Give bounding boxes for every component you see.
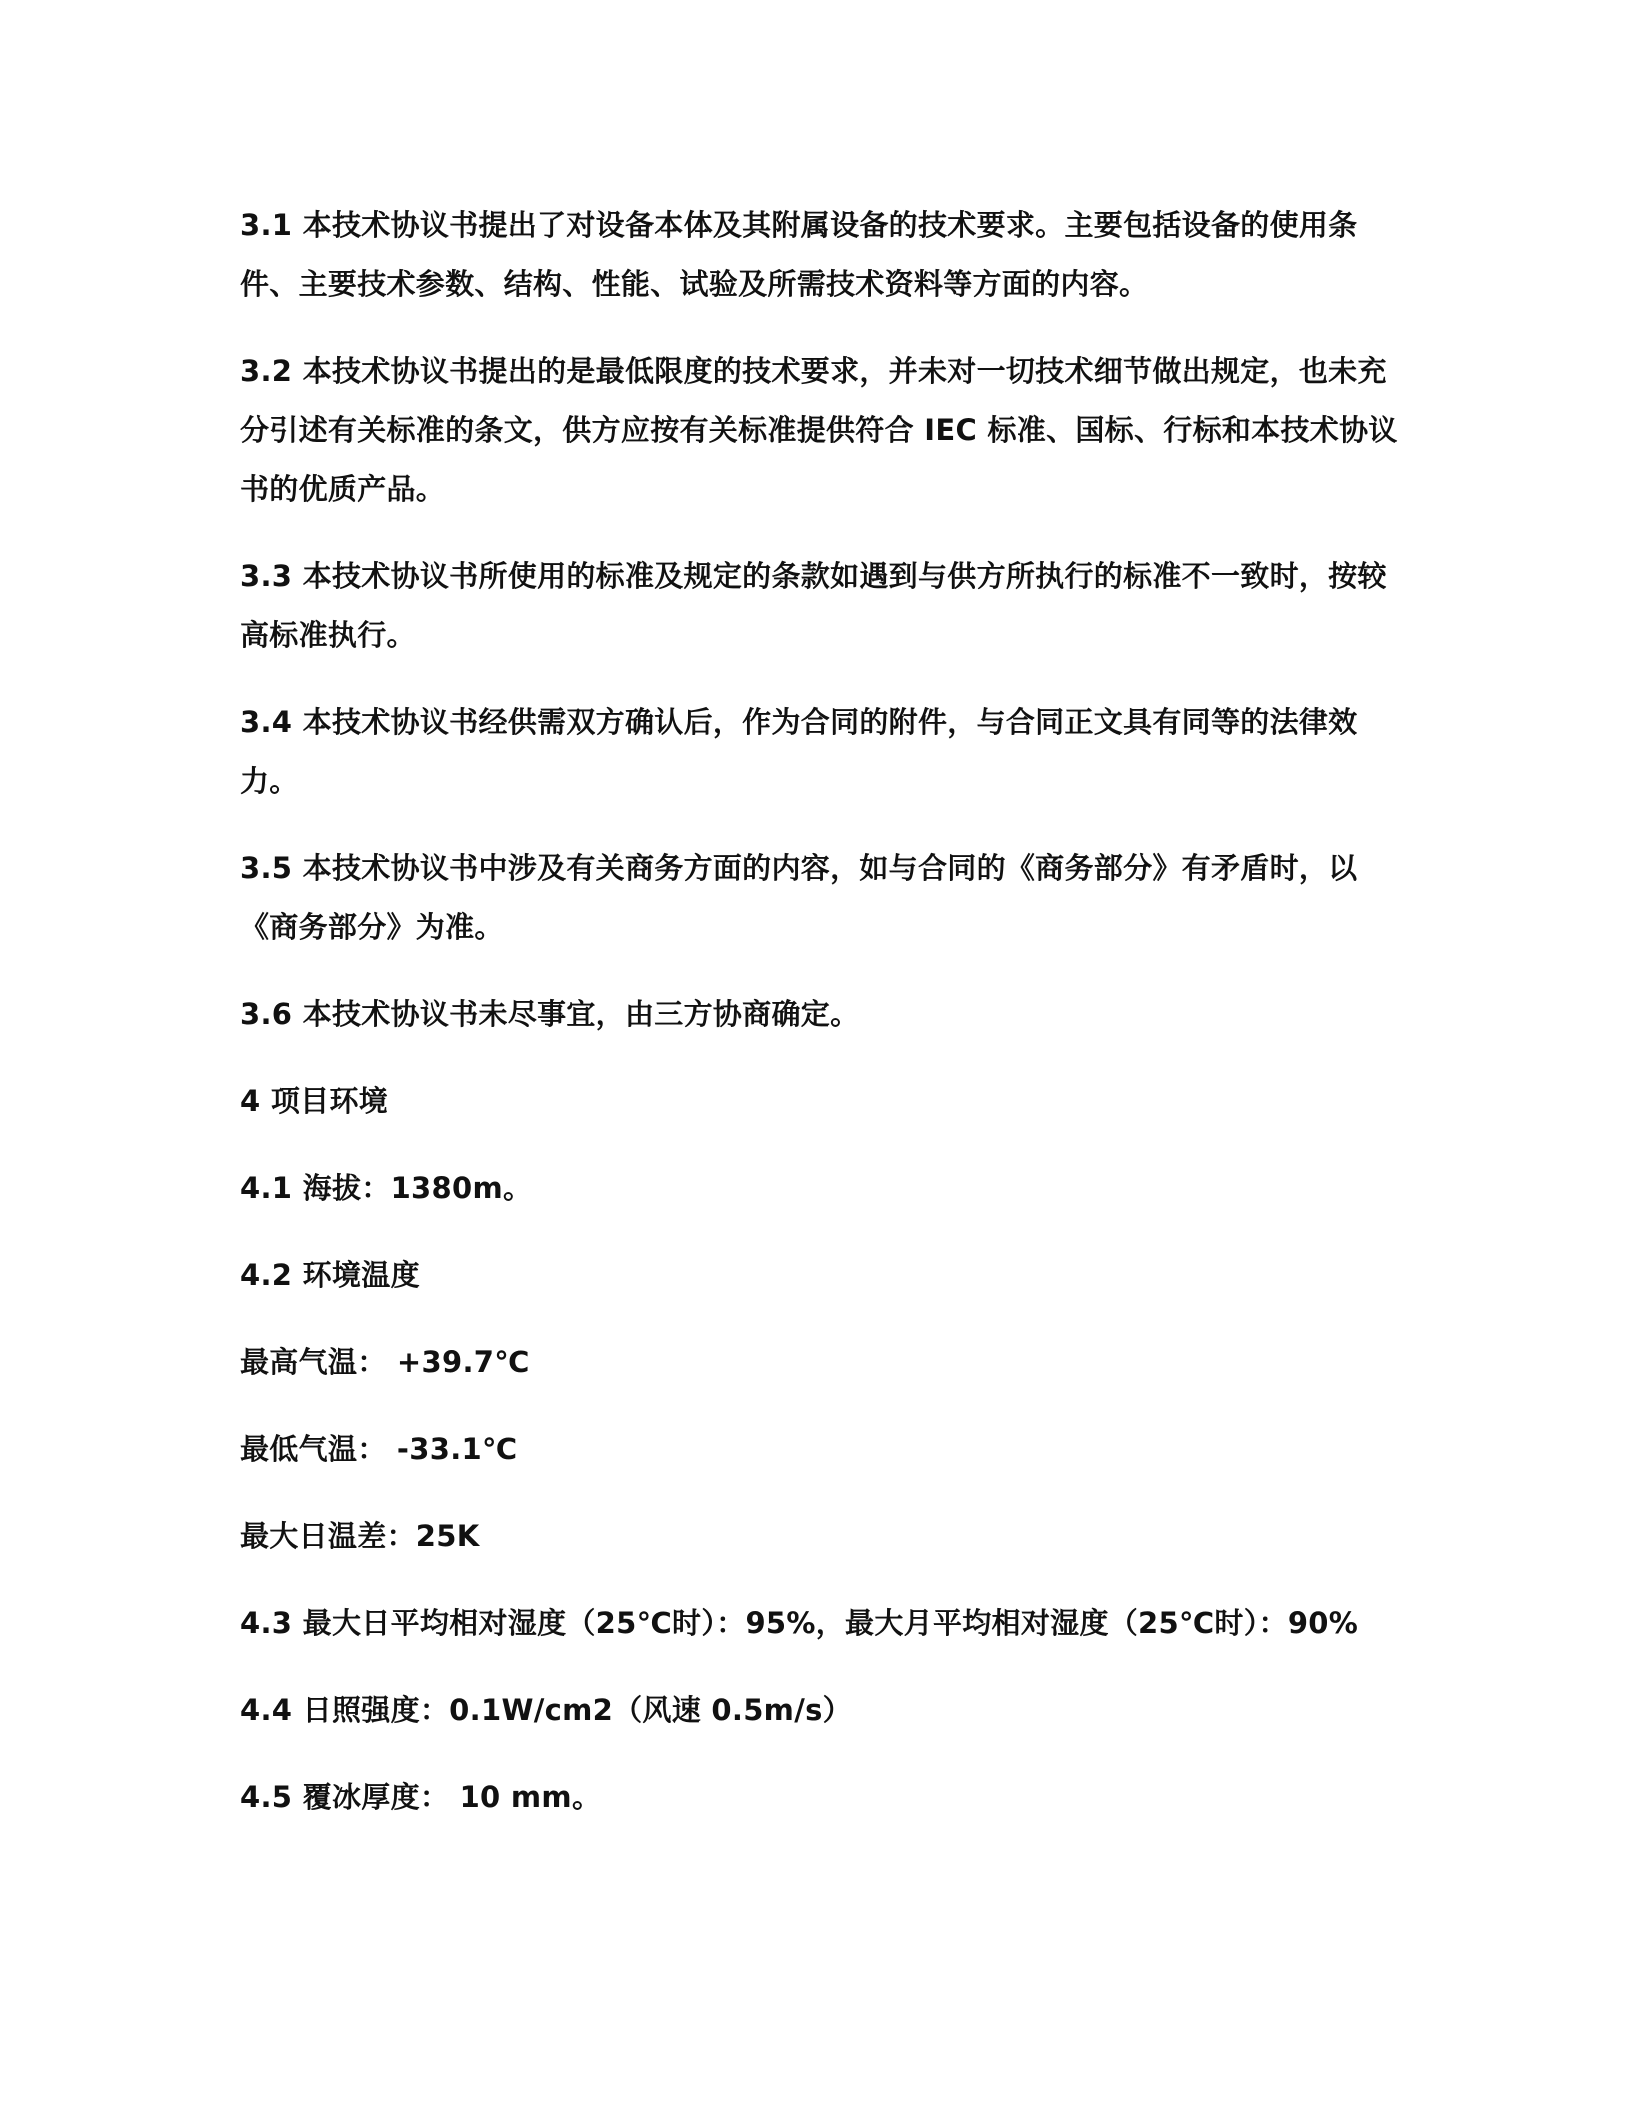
document-page	[240, 196, 1400, 1855]
max-temperature: 最高气温： +39.7℃	[240, 1345, 530, 1379]
clause-4-1-altitude: 4.1 海拔：1380m。	[240, 1171, 533, 1205]
max-daily-temperature-difference: 最大日温差：25K	[240, 1519, 480, 1553]
clause-4-2-temperature: 4.2 环境温度	[240, 1258, 420, 1292]
section-4-heading: 4 项目环境	[240, 1084, 389, 1118]
clause-4-5-ice-thickness: 4.5 覆冰厚度： 10 mm。	[240, 1780, 602, 1814]
clause-3-4: 3.4 本技术协议书经供需双方确认后，作为合同的附件，与合同正文具有同等的法律效力。	[240, 705, 1358, 798]
clause-3-2: 3.2 本技术协议书提出的是最低限度的技术要求，并未对一切技术细节做出规定，也未充分引述有关标准的条文，供方应按有关标准提供符合 IEC 标准、国标、行标和本技术协议书的优质产品。	[240, 354, 1398, 506]
clause-4-3-humidity: 4.3 最大日平均相对湿度（25℃时）：95%，最大月平均相对湿度（25℃时）：90%	[240, 1606, 1359, 1640]
clause-3-3: 3.3 本技术协议书所使用的标准及规定的条款如遇到与供方所执行的标准不一致时，按较高标准执行。	[240, 559, 1387, 652]
clause-4-4-solar-intensity: 4.4 日照强度：0.1W/cm2（风速 0.5m/s）	[240, 1693, 852, 1727]
clause-3-5: 3.5 本技术协议书中涉及有关商务方面的内容，如与合同的《商务部分》有矛盾时，以《商务部分》为准。	[240, 851, 1358, 944]
clause-3-1: 3.1 本技术协议书提出了对设备本体及其附属设备的技术要求。主要包括设备的使用条件、主要技术参数、结构、性能、试验及所需技术资料等方面的内容。	[240, 208, 1358, 301]
min-temperature: 最低气温： -33.1℃	[240, 1432, 518, 1466]
clause-3-6: 3.6 本技术协议书未尽事宜，由三方协商确定。	[240, 997, 860, 1031]
